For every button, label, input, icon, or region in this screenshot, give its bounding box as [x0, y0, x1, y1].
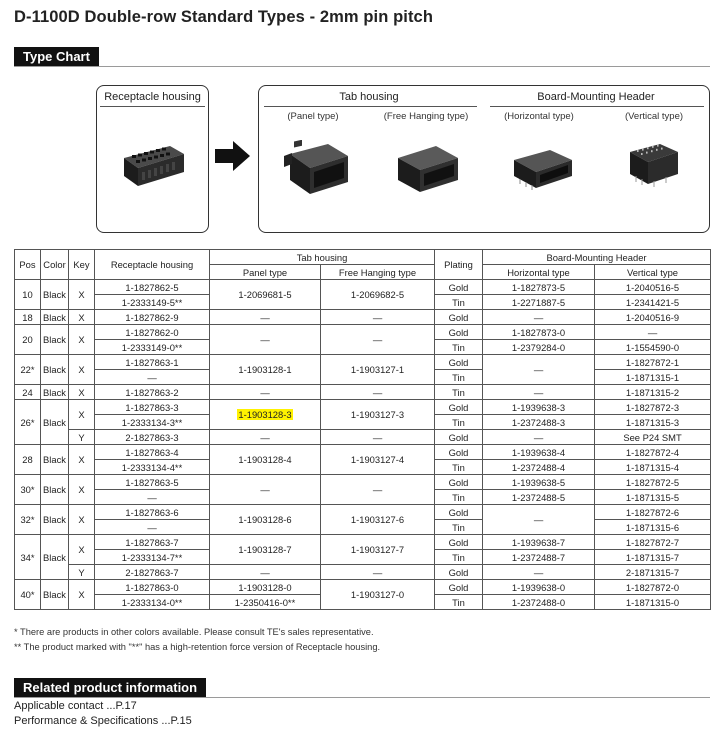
cell-horizontal: 1-1939638-3 — [483, 400, 595, 415]
cell-panel: — — [210, 565, 321, 580]
cell-free: 1-1903127-1 — [321, 355, 435, 385]
table-row — [15, 385, 711, 400]
cell-pos: 24 — [15, 385, 41, 400]
cell-horizontal: 1-2271887-5 — [483, 295, 595, 310]
header-key: Key — [69, 250, 95, 280]
cell-free: 1-1903127-0 — [321, 580, 435, 610]
cell-horizontal: 1-1939638-0 — [483, 580, 595, 595]
cell-receptacle: 1-1827862-5 — [95, 280, 210, 295]
header-board-mounting: Board-Mounting Header — [483, 250, 711, 265]
cell-free: — — [321, 310, 435, 325]
cell-panel: 1-2069681-5 — [210, 280, 321, 310]
cell-pos: 28 — [15, 445, 41, 475]
cell-pos: 34* — [15, 535, 41, 580]
cell-receptacle: — — [95, 490, 210, 505]
table-row — [15, 475, 711, 490]
cell-receptacle: 1-1827863-6 — [95, 505, 210, 520]
free-hanging-type-image — [392, 142, 464, 196]
cell-receptacle: 1-1827863-3 — [95, 400, 210, 415]
cell-horizontal: 1-1939638-5 — [483, 475, 595, 490]
cell-plating: Gold — [435, 580, 483, 595]
cell-pos: 26* — [15, 400, 41, 445]
table-row — [15, 445, 711, 460]
table-row — [15, 580, 711, 595]
cell-free: — — [321, 565, 435, 580]
cell-color: Black — [41, 310, 69, 325]
footnote-high-retention: ** The product marked with "**" has a high-retention force version of Receptacle housing. — [14, 642, 381, 652]
cell-horizontal: 1-1827873-0 — [483, 325, 595, 340]
related-rule — [14, 697, 710, 698]
cell-horizontal: — — [483, 505, 595, 535]
cell-key: Y — [69, 565, 95, 580]
table-row — [15, 565, 711, 580]
table-row — [15, 430, 711, 445]
cell-vertical: 1-1827872-5 — [595, 475, 711, 490]
cell-receptacle: 1-1827863-4 — [95, 445, 210, 460]
cell-horizontal: 1-2372488-5 — [483, 490, 595, 505]
cell-panel: 1-1903128-7 — [210, 535, 321, 565]
cell-vertical: 1-1871315-5 — [595, 490, 711, 505]
header-receptacle-housing: Receptacle housing — [95, 250, 210, 280]
table-row — [15, 355, 711, 370]
cell-vertical: 1-1871315-4 — [595, 460, 711, 475]
cell-key: X — [69, 355, 95, 385]
cell-receptacle: 1-2333149-0** — [95, 340, 210, 355]
cell-plating: Tin — [435, 490, 483, 505]
header-free-hanging-type: Free Hanging type — [321, 265, 435, 280]
cell-horizontal: — — [483, 430, 595, 445]
cell-color: Black — [41, 580, 69, 610]
cell-color: Black — [41, 400, 69, 445]
related-link-applicable-contact[interactable]: Applicable contact ...P.17 — [14, 700, 137, 712]
cell-horizontal: 1-2372488-4 — [483, 460, 595, 475]
cell-vertical: 1-1871315-6 — [595, 520, 711, 535]
cell-plating: Tin — [435, 595, 483, 610]
cell-plating: Gold — [435, 505, 483, 520]
cell-receptacle: 1-1827862-9 — [95, 310, 210, 325]
cell-vertical: 1-2040516-9 — [595, 310, 711, 325]
cell-panel: 1-1903128-1 — [210, 355, 321, 385]
table-row — [15, 400, 711, 415]
cell-color: Black — [41, 385, 69, 400]
cell-horizontal: 1-2379284-0 — [483, 340, 595, 355]
cell-color: Black — [41, 355, 69, 385]
cell-plating: Tin — [435, 415, 483, 430]
cell-panel — [210, 400, 321, 430]
cell-vertical: 1-2341421-5 — [595, 295, 711, 310]
related-link-performance-specs[interactable]: Performance & Specifications ...P.15 — [14, 715, 192, 727]
horizontal-type-image — [510, 146, 576, 196]
receptacle-illustration-title: Receptacle housing — [104, 91, 201, 103]
cell-key: X — [69, 310, 95, 325]
cell-pos: 10 — [15, 280, 41, 310]
cell-horizontal: — — [483, 310, 595, 325]
cell-plating: Gold — [435, 430, 483, 445]
cell-vertical: 1-1554590-0 — [595, 340, 711, 355]
cell-vertical: — — [595, 325, 711, 340]
cell-panel: 1-1903128-6 — [210, 505, 321, 535]
cell-plating: Gold — [435, 445, 483, 460]
header-vertical-type: Vertical type — [595, 265, 711, 280]
cell-plating: Gold — [435, 535, 483, 550]
cell-horizontal: 1-2372488-3 — [483, 415, 595, 430]
cell-pos: 32* — [15, 505, 41, 535]
cell-color: Black — [41, 280, 69, 310]
board-header-illustration-title: Board-Mounting Header — [537, 91, 655, 103]
receptacle-title-underline — [100, 106, 205, 107]
cell-receptacle: 1-2333134-4** — [95, 460, 210, 475]
cell-plating: Tin — [435, 550, 483, 565]
cell-plating: Tin — [435, 340, 483, 355]
cell-plating: Gold — [435, 310, 483, 325]
cell-vertical: 1-1871315-1 — [595, 370, 711, 385]
cell-free: 1-1903127-7 — [321, 535, 435, 565]
table-row — [15, 310, 711, 325]
type-chart-table — [14, 249, 711, 610]
cell-key: X — [69, 385, 95, 400]
type-chart-label: Type Chart — [14, 47, 99, 67]
cell-free: 1-1903127-6 — [321, 505, 435, 535]
cell-key: X — [69, 445, 95, 475]
cell-receptacle: 1-1827862-0 — [95, 325, 210, 340]
cell-key: X — [69, 325, 95, 355]
receptacle-housing-image — [118, 140, 190, 190]
cell-plating: Tin — [435, 385, 483, 400]
cell-receptacle: 1-1827863-0 — [95, 580, 210, 595]
cell-free: — — [321, 325, 435, 355]
cell-pos: 22* — [15, 355, 41, 385]
tab-housing-illustration-title: Tab housing — [339, 91, 399, 103]
header-pos: Pos — [15, 250, 41, 280]
cell-plating: Tin — [435, 295, 483, 310]
cell-receptacle: 1-1827863-1 — [95, 355, 210, 370]
vertical-type-caption: (Vertical type) — [624, 111, 684, 122]
footnote-colors: * There are products in other colors available. Please consult TE's sales representative. — [14, 627, 374, 637]
cell-plating: Tin — [435, 520, 483, 535]
cell-free: — — [321, 385, 435, 400]
cell-horizontal: — — [483, 385, 595, 400]
cell-vertical: 1-1827872-7 — [595, 535, 711, 550]
cell-color: Black — [41, 445, 69, 475]
cell-color: Black — [41, 325, 69, 355]
cell-horizontal: 1-1939638-7 — [483, 535, 595, 550]
tab-housing-underline — [264, 106, 477, 107]
cell-horizontal: 1-1939638-4 — [483, 445, 595, 460]
cell-pos: 40* — [15, 580, 41, 610]
horizontal-type-caption: (Horizontal type) — [504, 111, 574, 122]
table-row — [15, 280, 711, 295]
cell-receptacle: — — [95, 520, 210, 535]
cell-key: X — [69, 535, 95, 565]
cell-receptacle: — — [95, 370, 210, 385]
table-row — [15, 535, 711, 550]
cell-receptacle: 1-1827863-5 — [95, 475, 210, 490]
cell-receptacle: 1-2333134-7** — [95, 550, 210, 565]
cell-vertical: 1-2040516-5 — [595, 280, 711, 295]
arrow-right-icon — [215, 140, 251, 172]
cell-panel: — — [210, 385, 321, 400]
highlighted-part-number: 1-1903128-3 — [238, 409, 292, 420]
cell-vertical: 1-1827872-0 — [595, 580, 711, 595]
cell-free: 1-1903127-3 — [321, 400, 435, 430]
cell-receptacle: 1-1827863-7 — [95, 535, 210, 550]
header-color: Color — [41, 250, 69, 280]
cell-plating: Tin — [435, 460, 483, 475]
header-panel-type: Panel type — [210, 265, 321, 280]
cell-free: — — [321, 475, 435, 505]
cell-vertical: 1-1871315-0 — [595, 595, 711, 610]
cell-color: Black — [41, 505, 69, 535]
cell-color: Black — [41, 535, 69, 580]
header-horizontal-type: Horizontal type — [483, 265, 595, 280]
cell-panel: 1-2350416-0** — [210, 595, 321, 610]
cell-vertical: 1-1827872-1 — [595, 355, 711, 370]
cell-panel: 1-1903128-4 — [210, 445, 321, 475]
cell-key: Y — [69, 430, 95, 445]
cell-key: X — [69, 400, 95, 430]
cell-horizontal: 1-1827873-5 — [483, 280, 595, 295]
cell-horizontal: 1-2372488-7 — [483, 550, 595, 565]
cell-vertical: 2-1871315-7 — [595, 565, 711, 580]
cell-vertical: 1-1871315-3 — [595, 415, 711, 430]
cell-key: X — [69, 475, 95, 505]
cell-receptacle: 2-1827863-3 — [95, 430, 210, 445]
cell-pos: 30* — [15, 475, 41, 505]
cell-key: X — [69, 505, 95, 535]
cell-vertical: 1-1827872-4 — [595, 445, 711, 460]
cell-panel: 1-1903128-0 — [210, 580, 321, 595]
cell-receptacle: 1-1827863-2 — [95, 385, 210, 400]
cell-plating: Gold — [435, 355, 483, 370]
panel-type-image — [282, 140, 354, 198]
vertical-type-image — [624, 140, 684, 196]
cell-panel: — — [210, 310, 321, 325]
cell-vertical: 1-1871315-2 — [595, 385, 711, 400]
cell-horizontal: 1-2372488-0 — [483, 595, 595, 610]
cell-pos: 18 — [15, 310, 41, 325]
header-tab-housing: Tab housing — [210, 250, 435, 265]
cell-vertical: 1-1827872-3 — [595, 400, 711, 415]
cell-panel: — — [210, 325, 321, 355]
cell-panel: — — [210, 430, 321, 445]
cell-vertical: 1-1827872-6 — [595, 505, 711, 520]
free-hanging-type-caption: (Free Hanging type) — [383, 111, 469, 122]
page-title: D-1100D Double-row Standard Types - 2mm pin pitch — [14, 8, 433, 26]
cell-receptacle: 1-2333149-5** — [95, 295, 210, 310]
cell-plating: Gold — [435, 280, 483, 295]
cell-key: X — [69, 580, 95, 610]
cell-pos: 20 — [15, 325, 41, 355]
table-row — [15, 325, 711, 340]
board-header-underline — [490, 106, 704, 107]
cell-plating: Tin — [435, 370, 483, 385]
cell-free: 1-2069682-5 — [321, 280, 435, 310]
cell-panel: — — [210, 475, 321, 505]
table-row — [15, 505, 711, 520]
cell-free: — — [321, 430, 435, 445]
cell-horizontal: — — [483, 565, 595, 580]
cell-plating: Gold — [435, 565, 483, 580]
cell-receptacle: 1-2333134-3** — [95, 415, 210, 430]
cell-key: X — [69, 280, 95, 310]
header-plating: Plating — [435, 250, 483, 280]
panel-type-caption: (Panel type) — [287, 111, 339, 122]
cell-horizontal: — — [483, 355, 595, 385]
cell-vertical: 1-1871315-7 — [595, 550, 711, 565]
cell-plating: Gold — [435, 400, 483, 415]
related-product-label: Related product information — [14, 678, 206, 698]
cell-plating: Gold — [435, 325, 483, 340]
type-chart-rule — [14, 66, 710, 67]
cell-free: 1-1903127-4 — [321, 445, 435, 475]
cell-plating: Gold — [435, 475, 483, 490]
cell-receptacle: 2-1827863-7 — [95, 565, 210, 580]
cell-color: Black — [41, 475, 69, 505]
cell-vertical: See P24 SMT — [595, 430, 711, 445]
cell-receptacle: 1-2333134-0** — [95, 595, 210, 610]
